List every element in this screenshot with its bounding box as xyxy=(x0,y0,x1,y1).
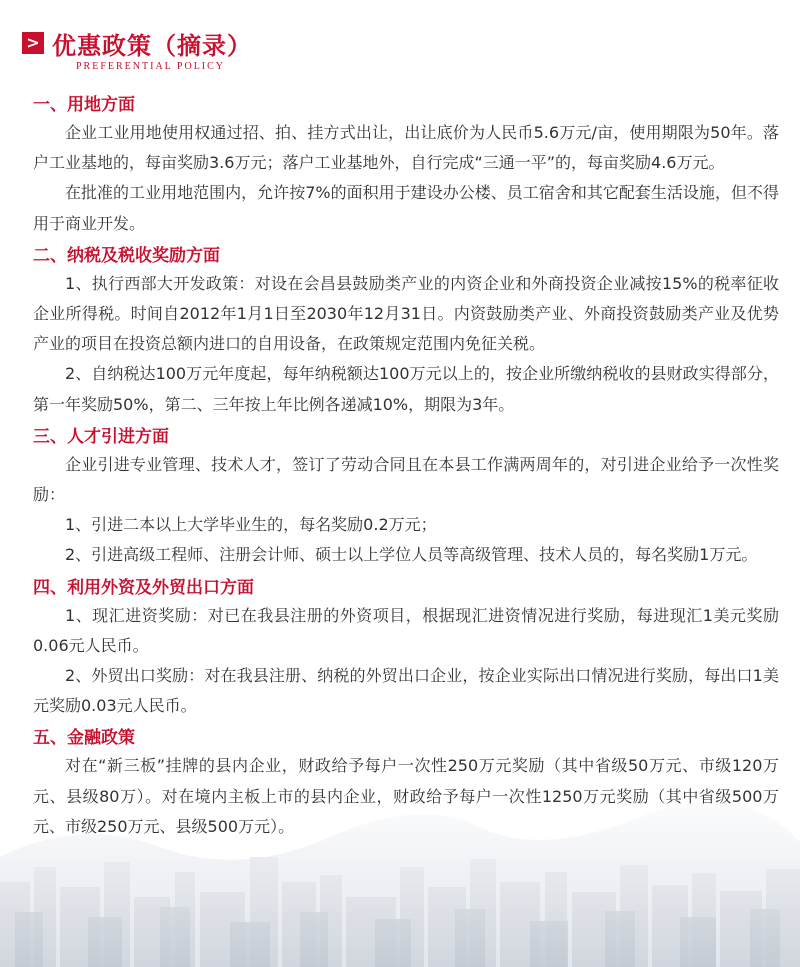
paragraph: 对在“新三板”挂牌的县内企业，财政给予每户一次性250万元奖励（其中省级50万元、市级120万元、县级80万）。对在境内主板上市的县内企业，财政给予每户一次性1250万元奖励（其中省级500万元、市级250万元、县级500万元）。 xyxy=(33,756,779,836)
section-talent xyxy=(33,424,779,571)
section-land-use xyxy=(33,92,779,239)
paragraph: 企业引进专业管理、技术人才，签订了劳动合同且在本县工作满两周年的，对引进企业给予一次性奖励： xyxy=(33,454,779,505)
page-subtitle: PREFERENTIAL POLICY xyxy=(76,61,226,72)
section-title: 一、用地方面 xyxy=(33,95,135,115)
section-title: 二、纳税及税收奖励方面 xyxy=(33,245,220,266)
section-title: 五、金融政策 xyxy=(33,728,135,749)
section-foreign-trade xyxy=(33,575,779,722)
paragraph: 在批准的工业用地范围内，允许按7%的面积用于建设办公楼、员工宿舍和其它配套生活设施，但不得用于商业开发。 xyxy=(33,183,779,233)
arrow-right-icon: > xyxy=(22,32,44,54)
paragraph: 企业工业用地使用权通过招、拍、挂方式出让，出让底价为人民币5.6万元/亩，使用期限为50年。落户工业基地的，每亩奖励3.6万元；落户工业基地外，自行完成“三通一平”的，每亩奖励4.6万元。 xyxy=(33,123,779,173)
paragraph: 1、执行西部大开发政策：对设在会昌县鼓励类产业的内资企业和外商投资企业减按15%的税率征收企业所得税。时间自2012年1月1日至2030年12月31日。内资鼓励类产业、外商投资鼓励类产业及优势产业的项目在投资总额内进口的自用设备，在政策规定范围内免征关税。 xyxy=(33,273,779,354)
policy-content xyxy=(33,88,779,842)
paragraph: 1、引进二本以上大学毕业生的，每名奖励0.2万元； xyxy=(65,515,437,535)
section-title: 三、人才引进方面 xyxy=(33,426,169,447)
page-title: 优惠政策（摘录） xyxy=(52,31,252,60)
section-tax-incentives xyxy=(33,243,779,420)
paragraph: 1、现汇进资奖励：对已在我县注册的外资项目，根据现汇进资情况进行奖励，每进现汇1美元奖励0.06元人民币。 xyxy=(33,605,779,655)
section-finance xyxy=(33,725,779,842)
section-title: 四、利用外资及外贸出口方面 xyxy=(33,577,254,598)
paragraph: 2、自纳税达100万元年度起，每年纳税额达100万元以上的，按企业所缴纳税收的县财政实得部分，第一年奖励50%，第二、三年按上年比例各递减10%，期限为3年。 xyxy=(33,364,779,414)
paragraph: 2、引进高级工程师、注册会计师、硕士以上学位人员等高级管理、技术人员的，每名奖励1万元。 xyxy=(65,545,758,565)
paragraph: 2、外贸出口奖励：对在我县注册、纳税的外贸出口企业，按企业实际出口情况进行奖励，每出口1美元奖励0.03元人民币。 xyxy=(33,666,779,716)
